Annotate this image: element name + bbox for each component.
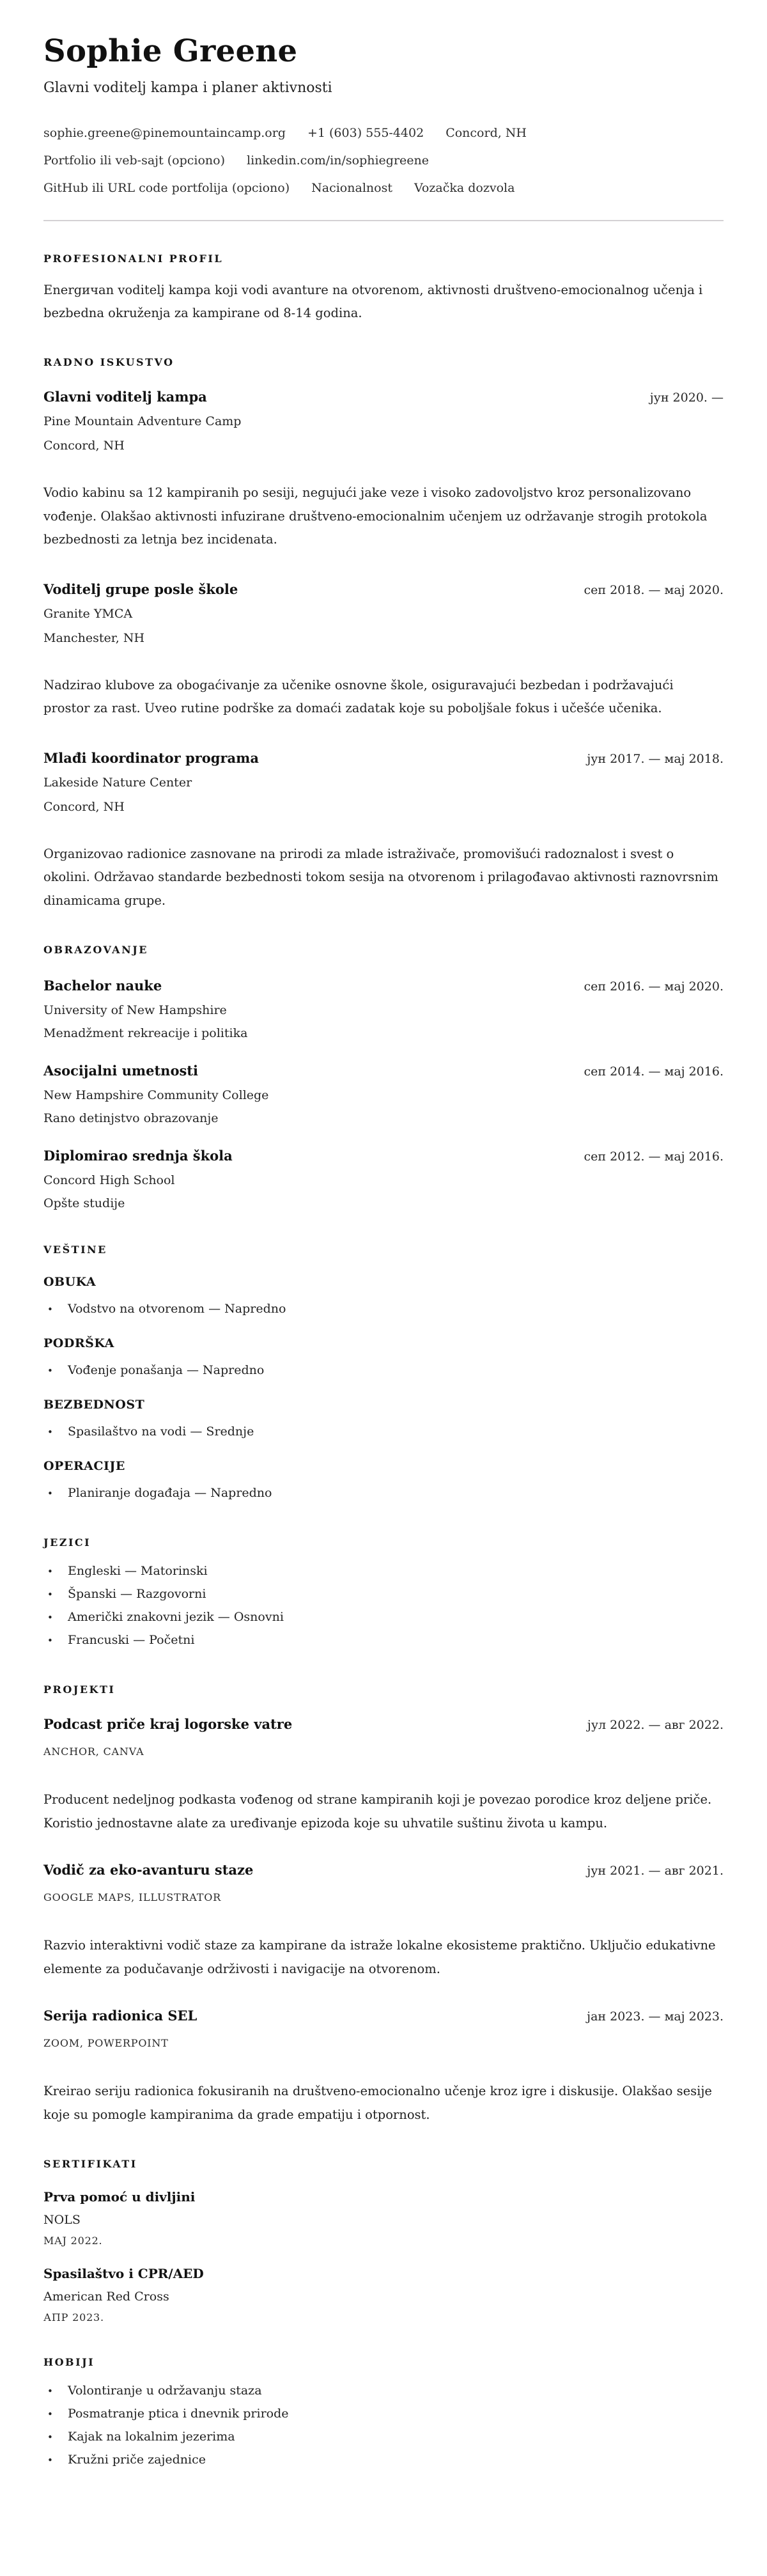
education-entry: [43, 976, 724, 1042]
skill-list: [43, 1359, 724, 1382]
field-of-study: Opšte studije: [43, 1196, 125, 1210]
job-date: јун 2020. —: [649, 391, 724, 405]
contact-email: sophie.greene@pinemountaincamp.org: [43, 126, 286, 140]
education-heading: OBRAZOVANJE: [43, 944, 148, 956]
projects-heading: PROJEKTI: [43, 1683, 116, 1696]
contact-row-1: [43, 120, 724, 147]
language-item: [43, 1583, 724, 1606]
skill-item: [43, 1482, 724, 1505]
bullet-icon: •: [47, 1566, 53, 1577]
language-item: [43, 1560, 724, 1583]
education-entry-header: [43, 1146, 724, 1166]
hobby-item-text: Kružni priče zajednice: [68, 2453, 206, 2467]
skill-group: [43, 1335, 724, 1382]
job-company: Lakeside Nature Center: [43, 775, 192, 790]
degree-title: Diplomirao srednja škola: [43, 1148, 233, 1164]
person-job-title: Glavni voditelj kampa i planer aktivnosti: [43, 80, 332, 96]
job-date: јун 2017. — мај 2018.: [587, 751, 724, 766]
field-of-study: Menadžment rekreacije i politika: [43, 1026, 248, 1040]
bullet-icon: •: [47, 2408, 53, 2420]
job-entry: [43, 580, 724, 721]
contact-phone: +1 (603) 555-4402: [307, 126, 424, 140]
certifications-heading: SERTIFIKATI: [43, 2158, 137, 2170]
hobby-item-text: Volontiranje u održavanju staza: [68, 2384, 262, 2398]
hobby-item-text: Kajak na lokalnim jezerima: [68, 2430, 235, 2444]
bullet-icon: •: [47, 1612, 53, 1623]
bullet-icon: •: [47, 2432, 53, 2443]
header-divider: [43, 220, 724, 221]
project-title: Podcast priče kraj logorske vatre: [43, 1716, 293, 1732]
language-list: [43, 1560, 724, 1652]
job-location: Concord, NH: [43, 799, 125, 814]
education-entry: [43, 1061, 724, 1127]
job-title: Mlađi koordinator programa: [43, 749, 259, 766]
project-tools: ZOOM, POWERPOINT: [43, 2037, 169, 2049]
job-company: Granite YMCA: [43, 606, 133, 621]
language-item-text: Engleski — Matorinski: [68, 1564, 208, 1578]
hobby-item-text: Posmatranje ptica i dnevnik prirode: [68, 2407, 289, 2421]
skill-item-text: Vođenje ponašanja — Napredno: [68, 1363, 265, 1377]
project-date: јул 2022. — авг 2022.: [587, 1718, 724, 1732]
skill-item-text: Planiranje događaja — Napredno: [68, 1486, 272, 1500]
bullet-icon: •: [47, 1426, 53, 1438]
contact-linkedin: linkedin.com/in/sophiegreene: [247, 153, 430, 168]
bullet-icon: •: [47, 1304, 53, 1315]
job-entry-header: [43, 580, 724, 600]
job-title: Voditelj grupe posle škole: [43, 581, 238, 597]
hobby-list: [43, 2380, 724, 2472]
education-entry-header: [43, 976, 724, 996]
language-item: [43, 1629, 724, 1652]
certification-title: Spasilaštvo i CPR/AED: [43, 2266, 204, 2281]
job-location: Concord, NH: [43, 439, 125, 453]
degree-title: Asocijalni umetnosti: [43, 1063, 198, 1079]
project-entry-header: [43, 1861, 724, 1880]
hobby-item: [43, 2449, 724, 2472]
hobby-item: [43, 2403, 724, 2426]
bullet-icon: •: [47, 1365, 53, 1377]
skill-list: [43, 1298, 724, 1321]
education-date: сеп 2012. — мај 2016.: [584, 1150, 724, 1164]
job-entry-header: [43, 749, 724, 769]
languages-heading: JEZICI: [43, 1536, 91, 1549]
job-title: Glavni voditelj kampa: [43, 389, 207, 405]
skill-item: [43, 1298, 724, 1321]
person-name: Sophie Greene: [43, 33, 298, 69]
section-experience: [43, 355, 724, 912]
project-entry: [43, 1715, 724, 1835]
resume-header: [43, 33, 724, 221]
school-name: Concord High School: [43, 1173, 175, 1187]
project-tools: GOOGLE MAPS, ILLUSTRATOR: [43, 1891, 222, 1903]
skill-list: [43, 1421, 724, 1444]
hobby-item: [43, 2380, 724, 2403]
project-date: јун 2021. — авг 2021.: [587, 1864, 724, 1878]
field-of-study: Rano detinjstvo obrazovanje: [43, 1111, 219, 1125]
skill-item-text: Spasilaštvo na vodi — Srednje: [68, 1425, 254, 1439]
bullet-icon: •: [47, 2455, 53, 2466]
hobby-item: [43, 2426, 724, 2449]
certification-date: MAJ 2022.: [43, 2235, 103, 2247]
degree-title: Bachelor nauke: [43, 978, 162, 994]
school-name: University of New Hampshire: [43, 1003, 227, 1017]
job-company: Pine Mountain Adventure Camp: [43, 414, 242, 428]
project-description: Producent nedeljnog podkasta vođenog od strane kampiranih koji je povezao porodice kroz deljene priče. Koristio jednostavne alate za uređivanje epizoda koje su uhvatile suštinu života u kampu.: [43, 1792, 712, 1831]
contact-row-3: [43, 175, 724, 202]
bullet-icon: •: [47, 1589, 53, 1600]
section-hobbies: [43, 2355, 724, 2472]
project-description: Kreirao seriju radionica fokusiranih na društveno-emocionalno učenje kroz igre i diskusije. Olakšao sesije koje su pomogle kampiranima da grade empatiju i otpornost.: [43, 2084, 712, 2122]
contact-location: Concord, NH: [445, 126, 527, 140]
skill-group-label: BEZBEDNOST: [43, 1398, 145, 1412]
skill-group: [43, 1396, 724, 1444]
skill-group-label: PODRŠKA: [43, 1336, 114, 1350]
bullet-icon: •: [47, 1488, 53, 1499]
job-entry: [43, 749, 724, 913]
bullet-icon: •: [47, 1635, 53, 1646]
section-profile: [43, 252, 724, 325]
section-certifications: [43, 2157, 724, 2325]
project-description: Razvio interaktivni vodič staze za kampirane da istraže lokalne ekosisteme praktično. Uključio edukativne elemente za podučavanje održivosti i navigacije na otvorenom.: [43, 1938, 716, 1976]
contact-nationality: Nacionalnost: [311, 181, 392, 195]
job-date: сеп 2018. — мај 2020.: [584, 582, 724, 597]
profile-heading: PROFESIONALNI PROFIL: [43, 253, 224, 265]
contact-portfolio: Portfolio ili veb-sajt (opciono): [43, 153, 226, 168]
contact-row-2: [43, 147, 724, 175]
skill-item-text: Vodstvo na otvorenom — Napredno: [68, 1302, 286, 1316]
certification-entry: [43, 2188, 724, 2248]
hobbies-heading: HOBIJI: [43, 2356, 95, 2368]
language-item-text: Američki znakovni jezik — Osnovni: [68, 1610, 284, 1624]
project-tools: ANCHOR, CANVA: [43, 1745, 144, 1758]
section-skills: [43, 1243, 724, 1505]
skill-list: [43, 1482, 724, 1505]
contact-license: Vozačka dozvola: [414, 181, 515, 195]
project-date: јан 2023. — мај 2023.: [587, 2010, 724, 2024]
certification-issuer: American Red Cross: [43, 2290, 169, 2304]
job-description: Organizovao radionice zasnovane na prirodi za mlade istraživače, promovišući radoznalost i svest o okolini. Održavao standarde bezbednosti tokom sesija na otvorenom i prilagođavao aktivnosti raznovrsnim dinamicama grupe.: [43, 846, 718, 908]
section-projects: [43, 1683, 724, 2127]
skill-group-label: OBUKA: [43, 1275, 97, 1289]
skill-group: [43, 1458, 724, 1505]
skill-group-label: OPERACIJE: [43, 1459, 125, 1473]
contact-block: [43, 120, 724, 202]
experience-heading: RADNO ISKUSTVO: [43, 356, 174, 368]
project-entry-header: [43, 1715, 724, 1735]
job-entry: [43, 387, 724, 552]
job-description: Nadzirao klubove za obogaćivanje za učenike osnovne škole, osiguravajući bezbedan i podržavajući prostor za rast. Uveo rutine podrške za domaći zadatak koje su poboljšale fokus i učešće učenika.: [43, 677, 674, 715]
language-item: [43, 1606, 724, 1629]
skill-group: [43, 1274, 724, 1321]
section-languages: [43, 1536, 724, 1652]
job-description: Vodio kabinu sa 12 kampiranih po sesiji, negujući jake veze i visoko zadovoljstvo kroz personalizovano vođenje. Olakšao aktivnosti infuzirane društveno-emocionalnim učenjem uz održavanje strogih protokola bezbednosti za letnja bez incidenata.: [43, 485, 708, 547]
education-entry-header: [43, 1061, 724, 1081]
certification-title: Prva pomoć u divljini: [43, 2189, 196, 2205]
job-entry-header: [43, 387, 724, 407]
project-entry: [43, 1861, 724, 1981]
education-entry: [43, 1146, 724, 1212]
project-entry-header: [43, 2006, 724, 2026]
education-date: сеп 2016. — мај 2020.: [584, 980, 724, 994]
certification-issuer: NOLS: [43, 2213, 81, 2227]
project-entry: [43, 2006, 724, 2127]
project-title: Serija radionica SEL: [43, 2008, 198, 2024]
skills-heading: VEŠTINE: [43, 1244, 107, 1256]
bullet-icon: •: [47, 2385, 53, 2397]
skill-item: [43, 1359, 724, 1382]
education-date: сеп 2014. — мај 2016.: [584, 1065, 724, 1079]
certification-entry: [43, 2265, 724, 2325]
certification-date: АПР 2023.: [43, 2311, 104, 2323]
contact-github: GitHub ili URL code portfolija (opciono): [43, 181, 290, 195]
language-item-text: Francuski — Početni: [68, 1633, 195, 1647]
project-title: Vodič za eko-avanturu staze: [43, 1862, 254, 1878]
skill-item: [43, 1421, 724, 1444]
profile-text: Energичan voditelj kampa koji vodi avanture na otvorenom, aktivnosti društveno-emocionalnog učenja i bezbedna okruženja za kampirane od 8-14 godina.: [43, 283, 703, 320]
section-education: [43, 943, 724, 1212]
school-name: New Hampshire Community College: [43, 1088, 269, 1102]
job-location: Manchester, NH: [43, 630, 145, 645]
language-item-text: Španski — Razgovorni: [68, 1587, 206, 1601]
